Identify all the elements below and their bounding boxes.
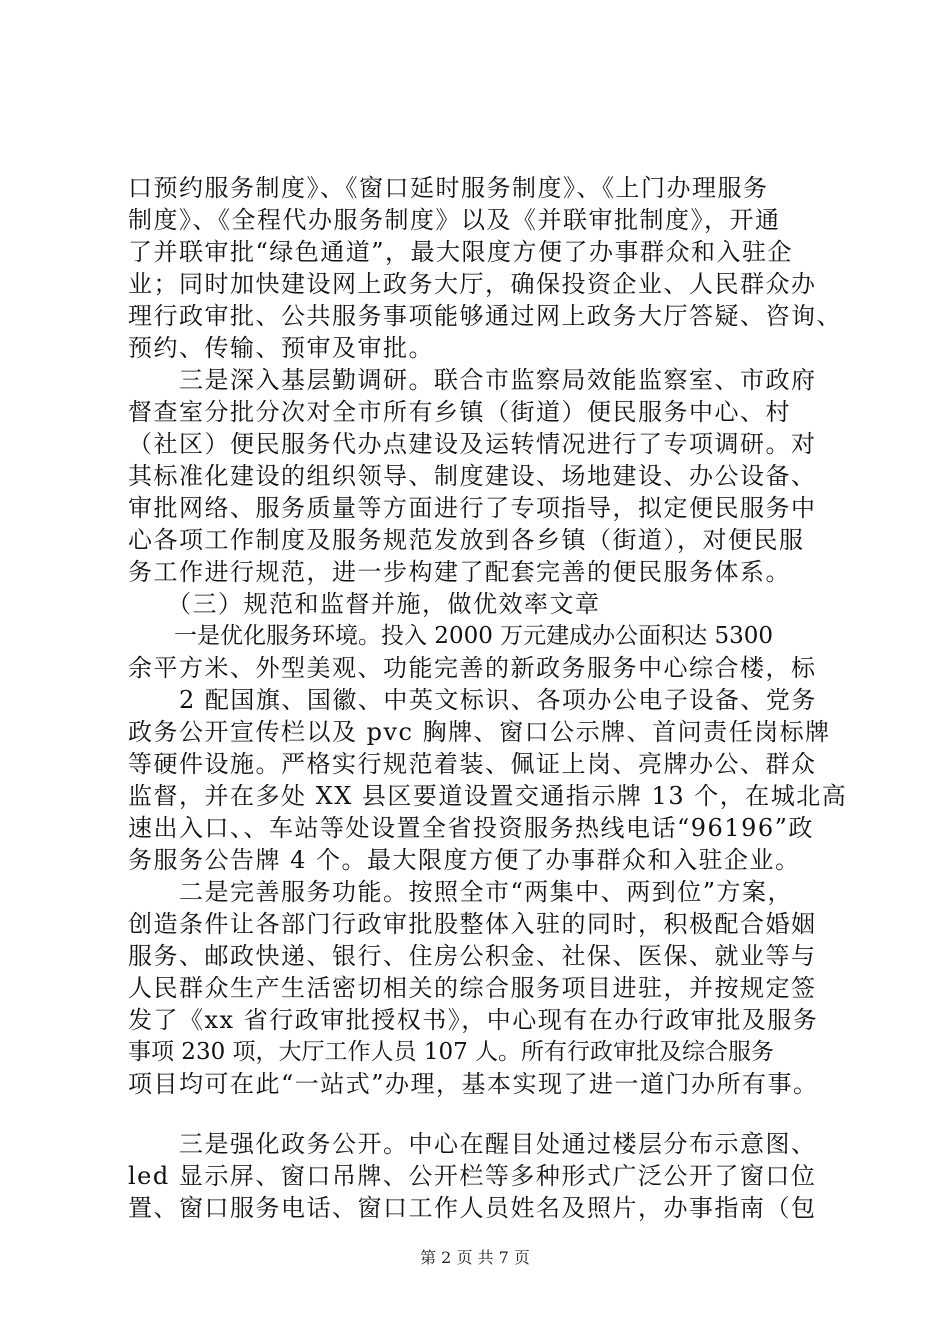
paragraph-line: 三是强化政务公开。中心在醒目处通过楼层分布示意图、 xyxy=(128,1130,817,1158)
paragraph-line: 心各项工作制度及服务规范发放到各乡镇（街道），对便民服 xyxy=(128,526,805,554)
paragraph-line: 务服务公告牌 4 个。最大限度方便了办事群众和入驻企业。 xyxy=(128,846,801,874)
paragraph-line: 人民群众生产生活密切相关的综合服务项目进驻，并按规定签 xyxy=(128,974,817,1002)
paragraph-line: 业；同时加快建设网上政务大厅，确保投资企业、人民群众办 xyxy=(128,270,817,298)
paragraph-line: 置、窗口服务电话、窗口工作人员姓名及照片，办事指南（包 xyxy=(128,1194,817,1222)
paragraph-line: 服务、邮政快递、银行、住房公积金、社保、医保、就业等与 xyxy=(128,942,817,970)
paragraph-line: led 显示屏、窗口吊牌、公开栏等多种形式广泛公开了窗口位 xyxy=(128,1162,817,1190)
paragraph-line: 审批网络、服务质量等方面进行了专项指导，拟定便民服务中 xyxy=(128,494,817,522)
page-number-footer: 第 2 页 共 7 页 xyxy=(420,1248,530,1267)
paragraph-line: 发了《xx 省行政审批授权书》，中心现有在办行政审批及服务 xyxy=(128,1006,819,1034)
paragraph-line: 预约、传输、预审及审批。 xyxy=(128,334,434,362)
paragraph-line: 余平方米、外型美观、功能完善的新政务服务中心综合楼，标 xyxy=(128,654,817,682)
paragraph-line: 理行政审批、公共服务事项能够通过网上政务大厅答疑、咨询、 xyxy=(128,302,842,330)
paragraph-line: 速出入口、、车站等处设置全省投资服务热线电话“96196”政 xyxy=(128,814,814,842)
paragraph-line: 一是优化服务环境。投入 2000 万元建成办公面积达 5300 xyxy=(128,623,773,649)
paragraph-line: 等硬件设施。严格实行规范着装、佩证上岗、亮牌办公、群众 xyxy=(128,750,817,778)
paragraph-line: 其标准化建设的组织领导、制度建设、场地建设、办公设备、 xyxy=(128,462,817,490)
paragraph-line: 2 配国旗、国徽、中英文标识、各项办公电子设备、党务 xyxy=(128,686,817,714)
paragraph-line: （社区）便民服务代办点建设及运转情况进行了专项调研。对 xyxy=(128,430,817,458)
paragraph-line: 务工作进行规范，进一步构建了配套完善的便民服务体系。 xyxy=(128,558,791,586)
paragraph-line: 二是完善服务功能。按照全市“两集中、两到位”方案， xyxy=(128,878,794,906)
paragraph-line: 项目均可在此“一站式”办理，基本实现了进一道门办所有事。 xyxy=(128,1070,819,1098)
paragraph-line: 了并联审批“绿色通道”，最大限度方便了办事群众和入驻企 xyxy=(128,238,794,266)
paragraph-line: 口预约服务制度》、《窗口延时服务制度》、《上门办理服务 xyxy=(128,174,769,202)
paragraph-line: 事项 230 项，大厅工作人员 107 人。所有行政审批及综合服务 xyxy=(128,1039,775,1065)
section-heading: （三）规范和监督并施，做优效率文章 xyxy=(128,590,601,618)
paragraph-line: 三是深入基层勤调研。联合市监察局效能监察室、市政府 xyxy=(128,366,817,394)
paragraph-line: 监督，并在多处 XX 县区要道设置交通指示牌 13 个，在城北高 xyxy=(128,782,848,810)
paragraph-line: 督查室分批分次对全市所有乡镇（街道）便民服务中心、村 xyxy=(128,398,791,426)
paragraph-line: 制度》、《全程代办服务制度》以及《并联审批制度》，开通 xyxy=(128,206,781,234)
paragraph-line: 创造条件让各部门行政审批股整体入驻的同时，积极配合婚姻 xyxy=(128,910,817,938)
paragraph-line: 政务公开宣传栏以及 pvc 胸牌、窗口公示牌、首问责任岗标牌 xyxy=(128,718,831,746)
